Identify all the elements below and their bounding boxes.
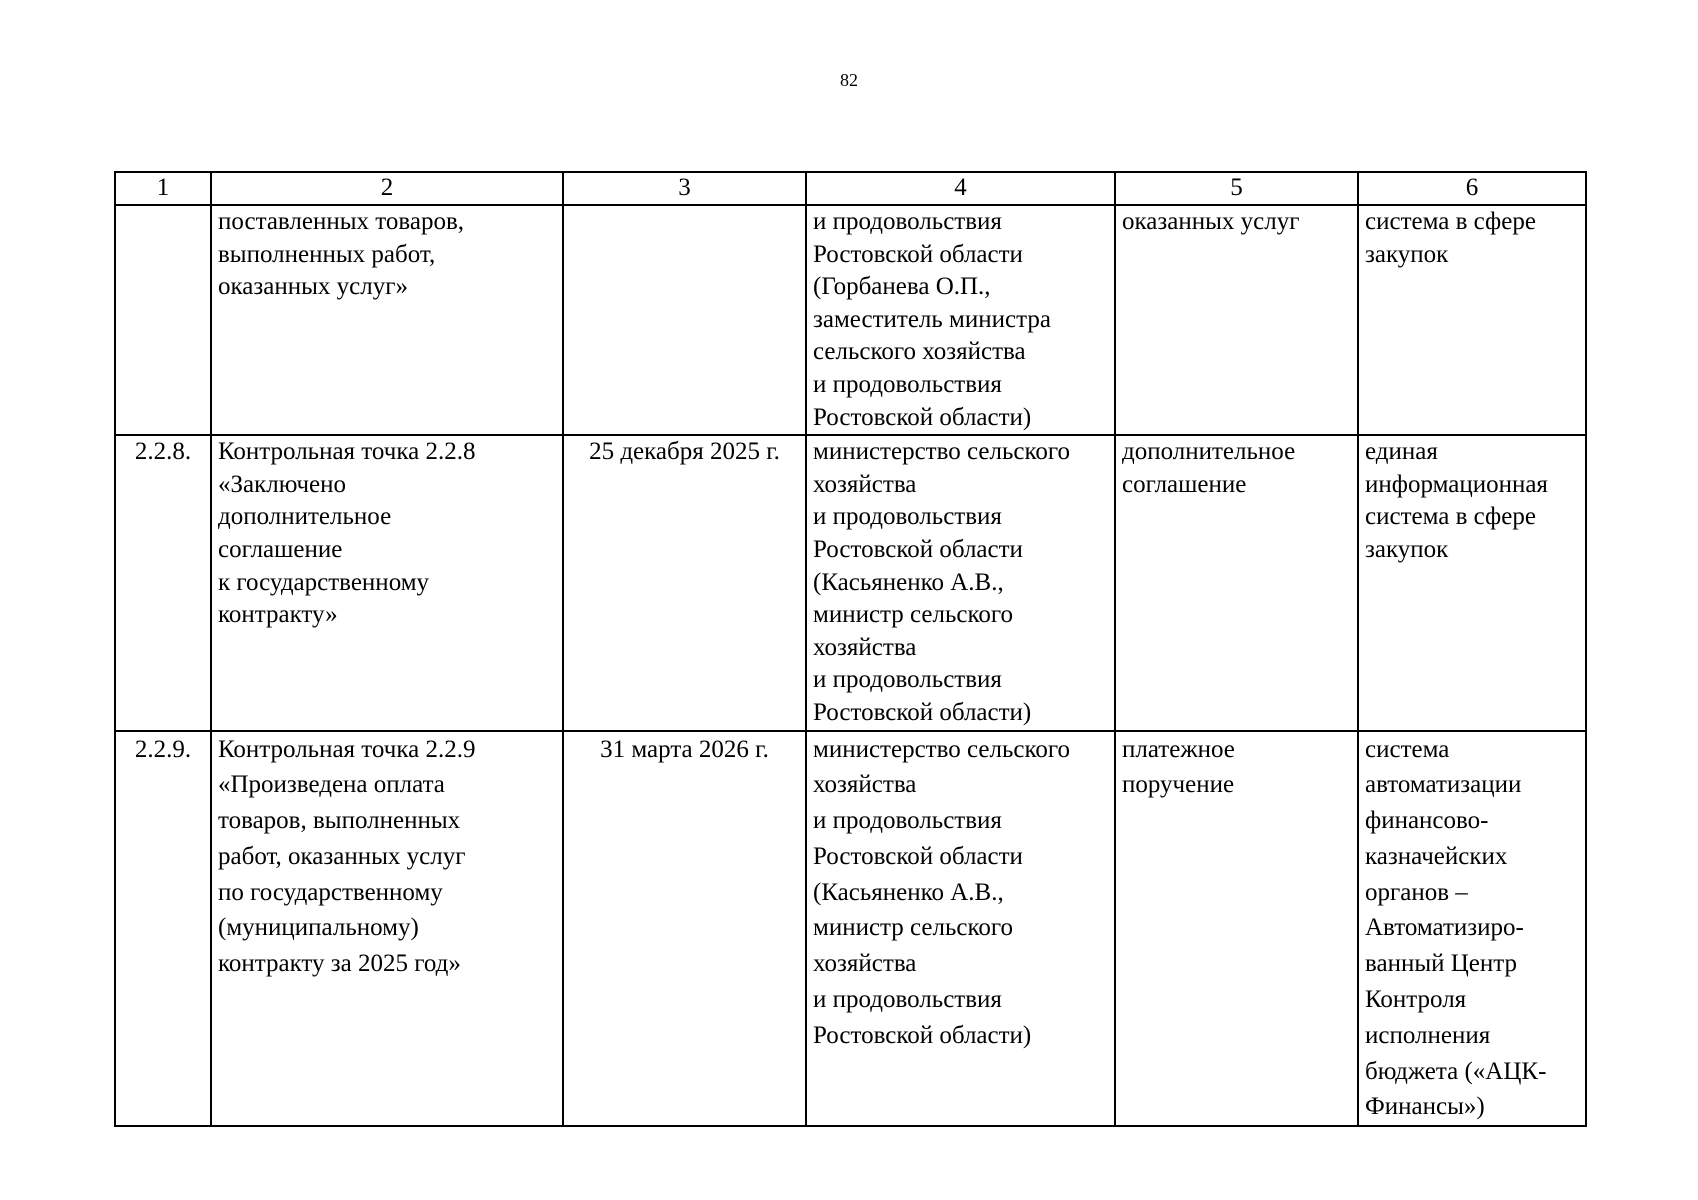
column-header: 1 [115,172,211,205]
responsible-cell: министерство сельского хозяйства и продовольствия Ростовской области (Касьяненко А.В., министр сельского хозяйства и продовольствия Ростовской области) [806,435,1115,730]
control-points-table [114,171,1587,1127]
column-header: 5 [1115,172,1358,205]
date-cell [563,205,806,435]
name-cell: Контрольная точка 2.2.9 «Произведена оплата товаров, выполненных работ, оказанных услуг по государственному (муниципальному) контракту за 2025 год» [211,731,563,1127]
table-row [115,435,1586,730]
row-number-cell: 2.2.8. [115,435,211,730]
table-row [115,731,1586,1127]
document-cell: оказанных услуг [1115,205,1358,435]
responsible-cell: министерство сельского хозяйства и продовольствия Ростовской области (Касьяненко А.В., министр сельского хозяйства и продовольствия Ростовской области) [806,731,1115,1127]
name-cell: поставленных товаров, выполненных работ, оказанных услуг» [211,205,563,435]
responsible-cell: и продовольствия Ростовской области (Горбанева О.П., заместитель министра сельского хозяйства и продовольствия Ростовской области) [806,205,1115,435]
name-cell: Контрольная точка 2.2.8 «Заключено дополнительное соглашение к государственному контракту» [211,435,563,730]
column-header: 6 [1358,172,1586,205]
row-number-cell [115,205,211,435]
document-cell: платежное поручение [1115,731,1358,1127]
row-number-cell: 2.2.9. [115,731,211,1127]
page-number: 82 [840,70,858,90]
document-cell: дополнительное соглашение [1115,435,1358,730]
system-cell: система в сфере закупок [1358,205,1586,435]
column-header: 2 [211,172,563,205]
column-header: 3 [563,172,806,205]
table-row [115,205,1586,435]
system-cell: система автоматизации финансово- казначейских органов – Автоматизиро- ванный Центр Контроля исполнения бюджета («АЦК- Финансы») [1358,731,1586,1127]
table-header-row [115,172,1586,205]
date-cell: 31 марта 2026 г. [563,731,806,1127]
system-cell: единая информационная система в сфере закупок [1358,435,1586,730]
date-cell: 25 декабря 2025 г. [563,435,806,730]
column-header: 4 [806,172,1115,205]
